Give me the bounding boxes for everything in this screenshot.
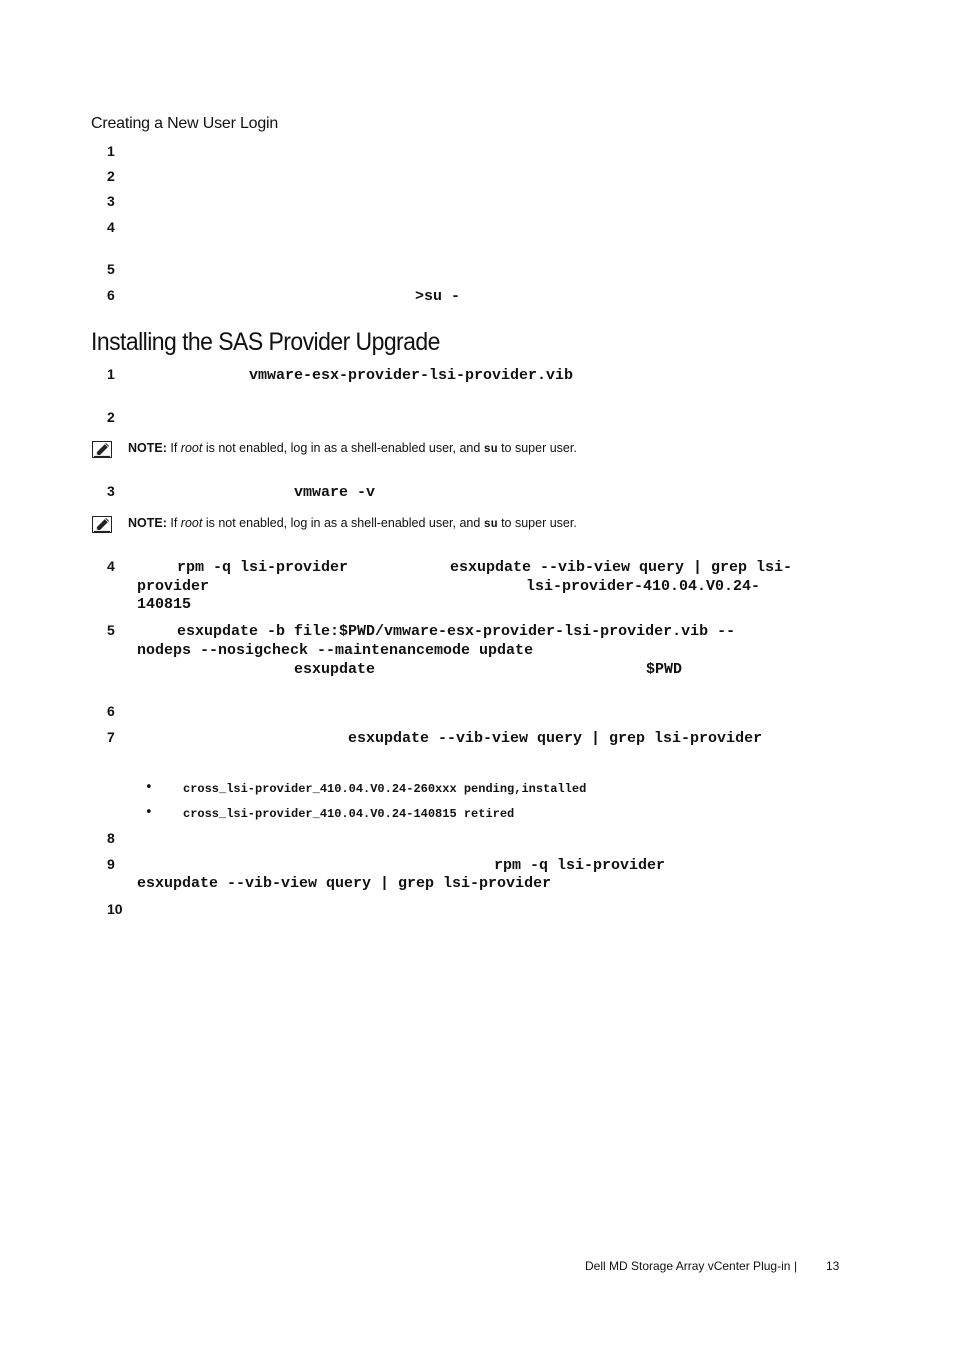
code-vmware-version: vmware -v bbox=[294, 484, 376, 501]
code-esxupdate-query: esxupdate --vib-view query | grep lsi- bbox=[450, 559, 793, 576]
footer-separator: | bbox=[794, 1259, 798, 1273]
code-provider-build: 140815 bbox=[137, 596, 192, 613]
section-heading-installing-sas: Installing the SAS Provider Upgrade bbox=[91, 328, 440, 356]
list-item: cross_lsi-provider_410.04.V0.24-260xxx pending,installed bbox=[183, 782, 587, 796]
step-number: 4 bbox=[107, 219, 115, 235]
bullet-glyph: • bbox=[145, 780, 153, 795]
list-item: cross_lsi-provider_410.04.V0.24-140815 retired bbox=[183, 807, 515, 821]
code-esxupdate-grep: esxupdate --vib-view query | grep lsi-provider bbox=[137, 875, 552, 892]
step-number: 7 bbox=[107, 729, 115, 745]
code-esxupdate-grep: esxupdate --vib-view query | grep lsi-provider bbox=[348, 730, 763, 747]
step-number: 6 bbox=[107, 287, 115, 303]
footer-document-title: Dell MD Storage Array vCenter Plug-in bbox=[585, 1259, 791, 1273]
note-text: NOTE: If root is not enabled, log in as a shell-enabled user, and su to super user. bbox=[128, 441, 577, 456]
code-provider-version: lsi-provider-410.04.V0.24- bbox=[526, 578, 761, 595]
code-su: >su - bbox=[415, 288, 461, 305]
code-provider: provider bbox=[137, 578, 210, 595]
step-number: 9 bbox=[107, 856, 115, 872]
code-vib-file: vmware-esx-provider-lsi-provider.vib bbox=[249, 367, 574, 384]
note-text: NOTE: If root is not enabled, log in as a shell-enabled user, and su to super user. bbox=[128, 516, 577, 531]
step-number: 3 bbox=[107, 483, 115, 499]
code-rpm-query: rpm -q lsi-provider bbox=[494, 857, 666, 874]
step-number: 5 bbox=[107, 261, 115, 277]
bullet-glyph: • bbox=[145, 805, 153, 820]
step-number: 2 bbox=[107, 168, 115, 184]
section-heading-creating-user: Creating a New User Login bbox=[91, 115, 279, 132]
step-number: 1 bbox=[107, 366, 115, 382]
note-pencil-icon bbox=[92, 516, 112, 533]
footer-page-number: 13 bbox=[826, 1259, 840, 1273]
code-pwd: $PWD bbox=[646, 661, 683, 678]
step-number: 2 bbox=[107, 409, 115, 425]
step-number: 8 bbox=[107, 830, 115, 846]
code-rpm-query: rpm -q lsi-provider bbox=[177, 559, 349, 576]
step-number: 4 bbox=[107, 558, 115, 574]
code-esxupdate-install: esxupdate -b file:$PWD/vmware-esx-provider-lsi-provider.vib -- bbox=[177, 623, 736, 640]
step-number: 6 bbox=[107, 703, 115, 719]
step-number: 10 bbox=[107, 901, 123, 917]
code-esxupdate: esxupdate bbox=[294, 661, 376, 678]
step-number: 3 bbox=[107, 193, 115, 209]
code-esxupdate-options: nodeps --nosigcheck --maintenancemode update bbox=[137, 642, 534, 659]
step-number: 5 bbox=[107, 622, 115, 638]
step-number: 1 bbox=[107, 143, 115, 159]
note-pencil-icon bbox=[92, 441, 112, 458]
